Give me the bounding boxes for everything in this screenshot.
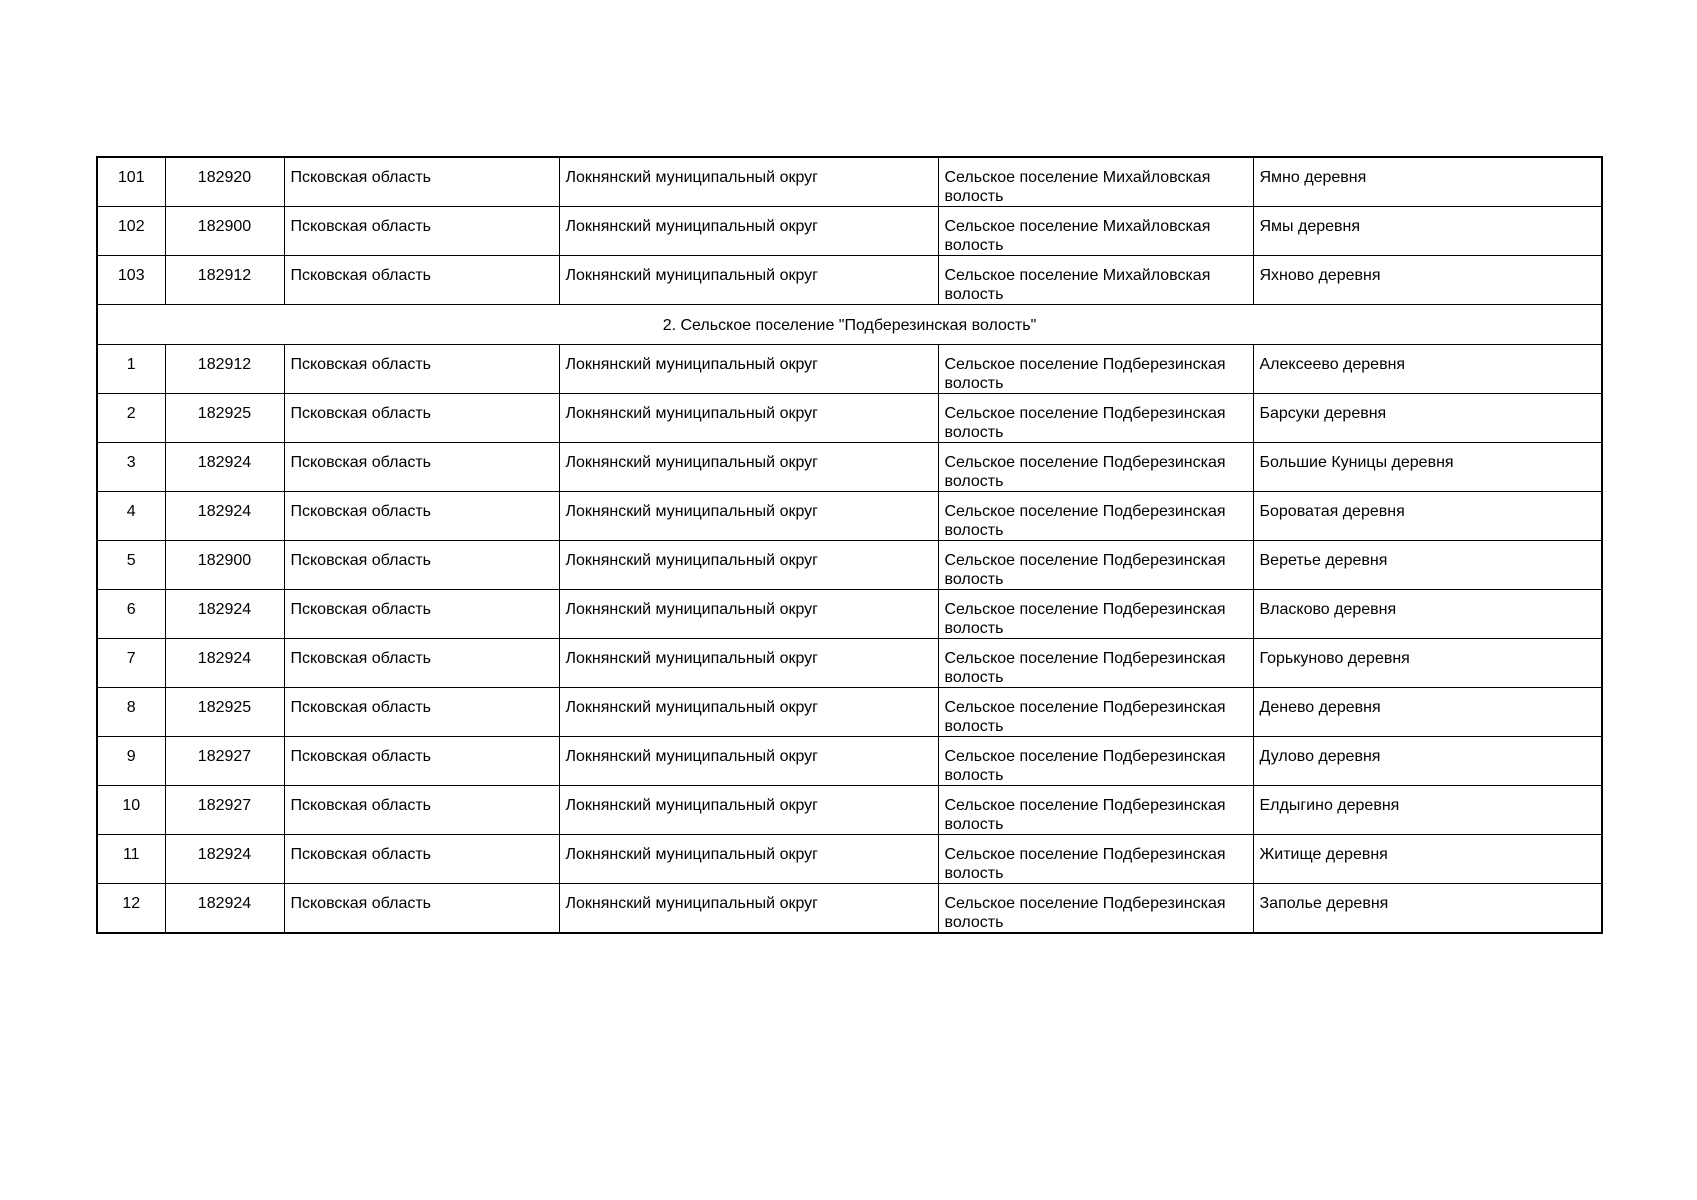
locality-cell: Алексеево деревня — [1253, 345, 1602, 394]
address-table — [96, 156, 1603, 934]
postal-index: 182920 — [165, 157, 284, 207]
table-row — [97, 688, 1602, 737]
section-heading: 2. Сельское поселение "Подберезинская волость" — [97, 305, 1602, 345]
table-row — [97, 207, 1602, 256]
locality-cell: Веретье деревня — [1253, 541, 1602, 590]
district-cell: Локнянский муниципальный округ — [559, 207, 938, 256]
postal-index: 182924 — [165, 443, 284, 492]
row-number: 12 — [97, 884, 165, 934]
row-number: 2 — [97, 394, 165, 443]
table-row — [97, 443, 1602, 492]
district-cell: Локнянский муниципальный округ — [559, 492, 938, 541]
row-number: 102 — [97, 207, 165, 256]
row-number: 9 — [97, 737, 165, 786]
region-cell: Псковская область — [284, 207, 559, 256]
region-cell: Псковская область — [284, 688, 559, 737]
settlement-cell: Сельское поселение Подберезинская волость — [938, 443, 1253, 492]
row-number: 8 — [97, 688, 165, 737]
table-row — [97, 541, 1602, 590]
postal-index: 182924 — [165, 492, 284, 541]
locality-cell: Ямно деревня — [1253, 157, 1602, 207]
region-cell: Псковская область — [284, 737, 559, 786]
locality-cell: Горькуново деревня — [1253, 639, 1602, 688]
district-cell: Локнянский муниципальный округ — [559, 157, 938, 207]
region-cell: Псковская область — [284, 256, 559, 305]
settlement-cell: Сельское поселение Михайловская волость — [938, 157, 1253, 207]
region-cell: Псковская область — [284, 394, 559, 443]
table-body — [97, 157, 1602, 933]
region-cell: Псковская область — [284, 590, 559, 639]
district-cell: Локнянский муниципальный округ — [559, 786, 938, 835]
settlement-cell: Сельское поселение Подберезинская волость — [938, 345, 1253, 394]
district-cell: Локнянский муниципальный округ — [559, 835, 938, 884]
settlement-cell: Сельское поселение Подберезинская волость — [938, 786, 1253, 835]
postal-index: 182925 — [165, 688, 284, 737]
district-cell: Локнянский муниципальный округ — [559, 688, 938, 737]
region-cell: Псковская область — [284, 639, 559, 688]
district-cell: Локнянский муниципальный округ — [559, 737, 938, 786]
locality-cell: Заполье деревня — [1253, 884, 1602, 934]
row-number: 101 — [97, 157, 165, 207]
district-cell: Локнянский муниципальный округ — [559, 590, 938, 639]
district-cell: Локнянский муниципальный округ — [559, 345, 938, 394]
region-cell: Псковская область — [284, 884, 559, 934]
settlement-cell: Сельское поселение Михайловская волость — [938, 256, 1253, 305]
postal-index: 182900 — [165, 207, 284, 256]
row-number: 1 — [97, 345, 165, 394]
settlement-cell: Сельское поселение Подберезинская волость — [938, 884, 1253, 934]
settlement-cell: Сельское поселение Подберезинская волость — [938, 688, 1253, 737]
locality-cell: Житище деревня — [1253, 835, 1602, 884]
settlement-cell: Сельское поселение Михайловская волость — [938, 207, 1253, 256]
postal-index: 182924 — [165, 639, 284, 688]
locality-cell: Ямы деревня — [1253, 207, 1602, 256]
locality-cell: Яхново деревня — [1253, 256, 1602, 305]
table-row — [97, 256, 1602, 305]
region-cell: Псковская область — [284, 492, 559, 541]
row-number: 7 — [97, 639, 165, 688]
table-row — [97, 157, 1602, 207]
settlement-cell: Сельское поселение Подберезинская волость — [938, 639, 1253, 688]
postal-index: 182925 — [165, 394, 284, 443]
table-row — [97, 639, 1602, 688]
district-cell: Локнянский муниципальный округ — [559, 541, 938, 590]
table-row — [97, 835, 1602, 884]
settlement-cell: Сельское поселение Подберезинская волость — [938, 492, 1253, 541]
postal-index: 182927 — [165, 786, 284, 835]
table-row — [97, 590, 1602, 639]
table-row — [97, 884, 1602, 934]
row-number: 11 — [97, 835, 165, 884]
row-number: 103 — [97, 256, 165, 305]
settlement-cell: Сельское поселение Подберезинская волость — [938, 541, 1253, 590]
row-number: 5 — [97, 541, 165, 590]
district-cell: Локнянский муниципальный округ — [559, 394, 938, 443]
region-cell: Псковская область — [284, 443, 559, 492]
postal-index: 182927 — [165, 737, 284, 786]
settlement-cell: Сельское поселение Подберезинская волость — [938, 835, 1253, 884]
row-number: 4 — [97, 492, 165, 541]
region-cell: Псковская область — [284, 835, 559, 884]
settlement-cell: Сельское поселение Подберезинская волость — [938, 590, 1253, 639]
locality-cell: Дулово деревня — [1253, 737, 1602, 786]
region-cell: Псковская область — [284, 541, 559, 590]
postal-index: 182924 — [165, 884, 284, 934]
district-cell: Локнянский муниципальный округ — [559, 884, 938, 934]
postal-index: 182912 — [165, 256, 284, 305]
table-row — [97, 394, 1602, 443]
district-cell: Локнянский муниципальный округ — [559, 256, 938, 305]
postal-index: 182924 — [165, 590, 284, 639]
postal-index: 182900 — [165, 541, 284, 590]
postal-index: 182912 — [165, 345, 284, 394]
settlement-cell: Сельское поселение Подберезинская волость — [938, 737, 1253, 786]
locality-cell: Бороватая деревня — [1253, 492, 1602, 541]
locality-cell: Большие Куницы деревня — [1253, 443, 1602, 492]
row-number: 6 — [97, 590, 165, 639]
region-cell: Псковская область — [284, 157, 559, 207]
section-heading-row — [97, 305, 1602, 345]
row-number: 10 — [97, 786, 165, 835]
district-cell: Локнянский муниципальный округ — [559, 443, 938, 492]
locality-cell: Денево деревня — [1253, 688, 1602, 737]
region-cell: Псковская область — [284, 786, 559, 835]
table-row — [97, 737, 1602, 786]
row-number: 3 — [97, 443, 165, 492]
table-row — [97, 492, 1602, 541]
postal-index: 182924 — [165, 835, 284, 884]
table-row — [97, 345, 1602, 394]
locality-cell: Власково деревня — [1253, 590, 1602, 639]
locality-cell: Елдыгино деревня — [1253, 786, 1602, 835]
region-cell: Псковская область — [284, 345, 559, 394]
locality-cell: Барсуки деревня — [1253, 394, 1602, 443]
settlement-cell: Сельское поселение Подберезинская волость — [938, 394, 1253, 443]
district-cell: Локнянский муниципальный округ — [559, 639, 938, 688]
table-row — [97, 786, 1602, 835]
